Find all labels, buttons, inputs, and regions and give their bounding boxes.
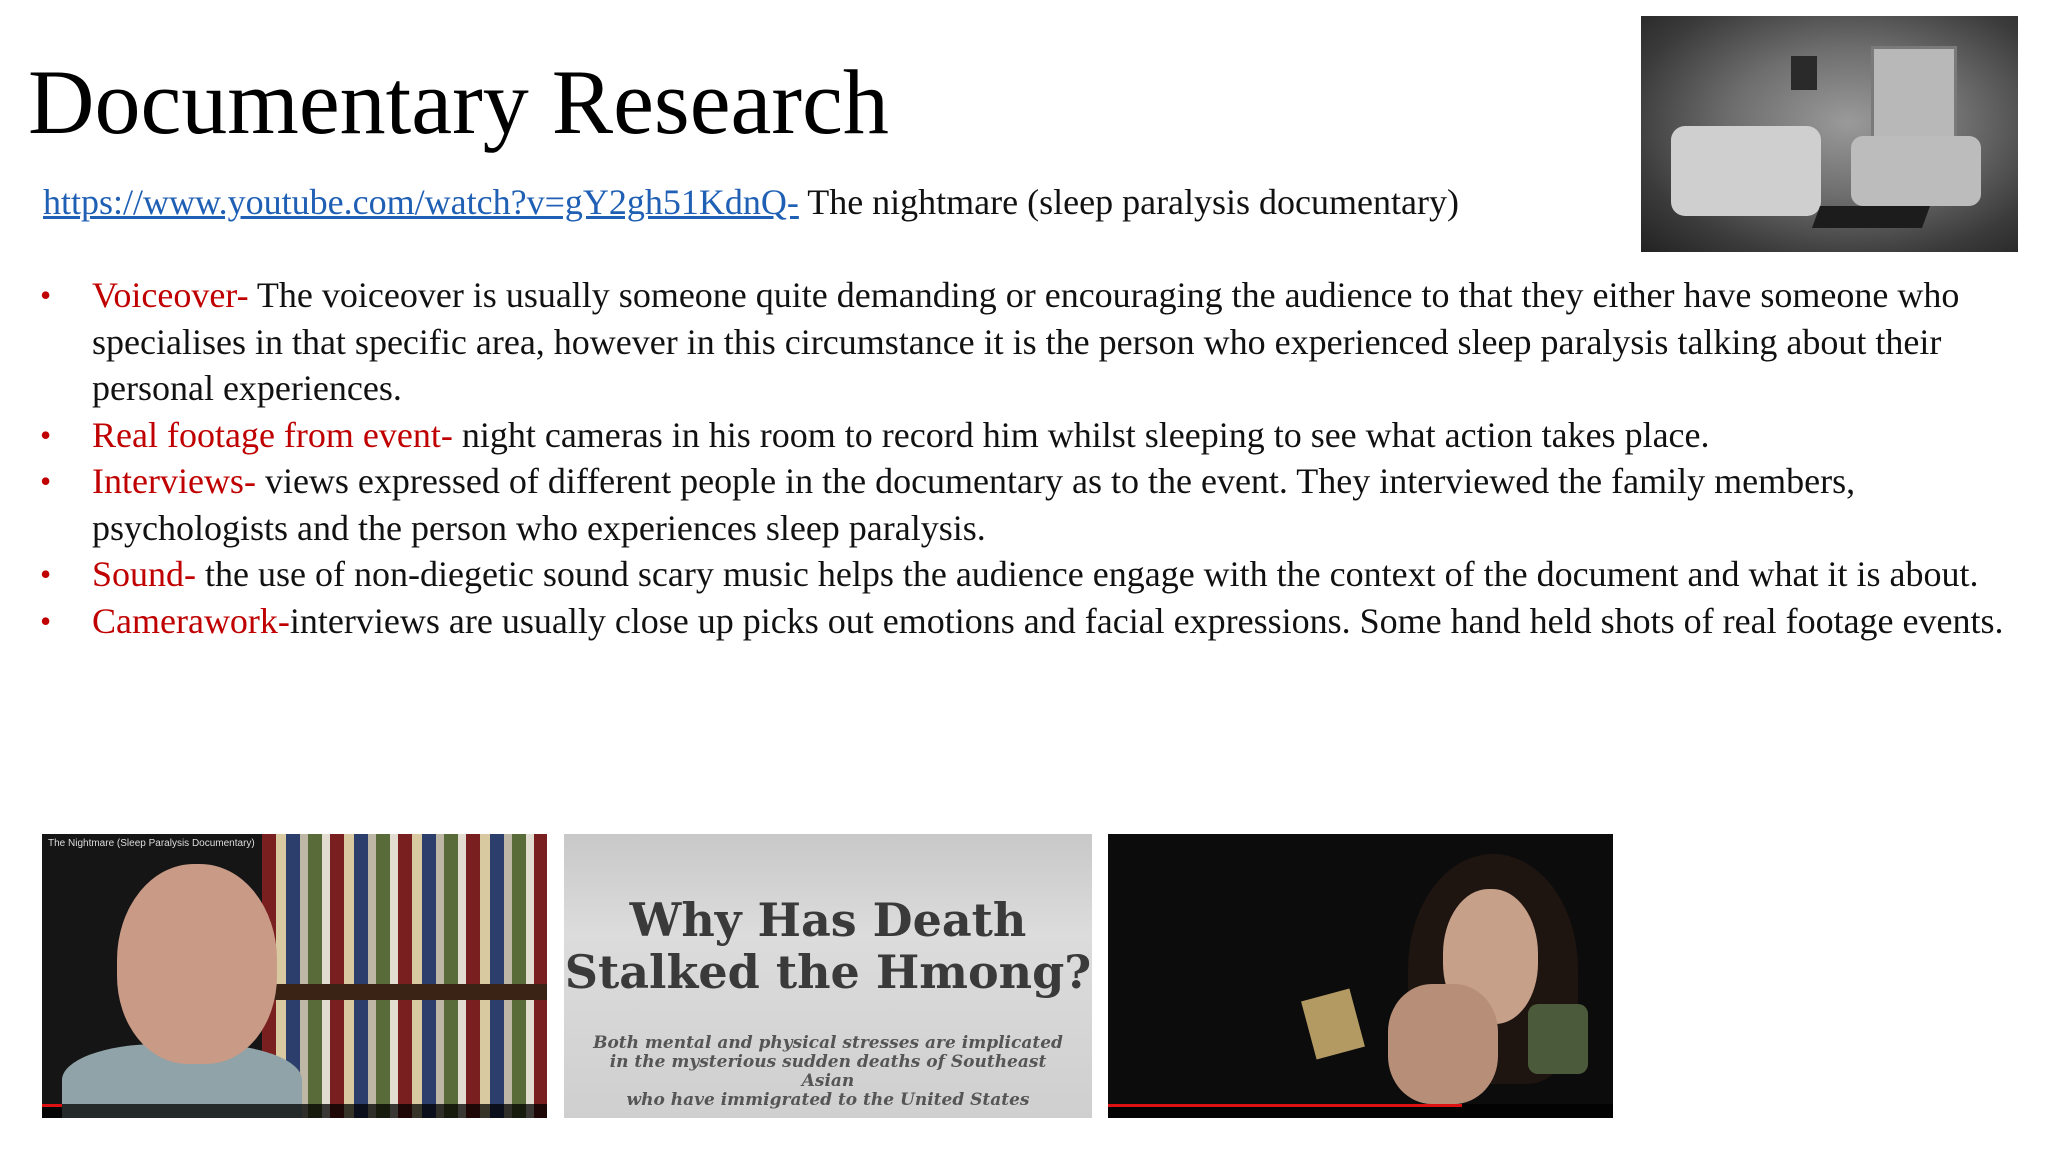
bullet-term: Voiceover- bbox=[92, 275, 249, 315]
bullet-term: Interviews- bbox=[92, 461, 256, 501]
video-controls bbox=[42, 1104, 547, 1118]
headline-text: Why Has Death Stalked the Hmong? bbox=[564, 893, 1092, 999]
headline-still-image bbox=[564, 834, 1092, 1118]
bullet-dot-icon: • bbox=[40, 463, 52, 499]
bullet-interviews bbox=[40, 458, 2030, 551]
bullet-camerawork bbox=[40, 598, 2030, 645]
bullet-term: Camerawork- bbox=[92, 600, 290, 641]
bullet-sound bbox=[40, 551, 2030, 598]
source-line bbox=[43, 180, 1459, 224]
slide-title: Documentary Research bbox=[28, 51, 889, 153]
bullet-real-footage bbox=[40, 412, 2030, 459]
bullet-dot-icon: • bbox=[40, 416, 52, 453]
source-description: The nightmare (sleep paralysis documentary) bbox=[798, 182, 1459, 222]
bullet-voiceover bbox=[40, 272, 2030, 412]
bullet-dot-icon: • bbox=[40, 602, 52, 639]
bullet-text: views expressed of different people in the documentary as to the event. They interviewed the family members, psychologists and the person who experiences sleep paralysis. bbox=[92, 461, 1856, 548]
bullet-text: interviews are usually close up picks out emotions and facial expressions. Some hand held shots of real footage events. bbox=[289, 600, 2004, 641]
bullet-term: Real footage from event- bbox=[92, 414, 453, 455]
bullet-text: night cameras in his room to record him whilst sleeping to see what action takes place. bbox=[452, 414, 1710, 455]
bullet-term: Sound- bbox=[92, 554, 197, 594]
interview-still-woman-image bbox=[1108, 834, 1613, 1118]
bullet-dot-icon: • bbox=[40, 277, 52, 313]
bullet-dot-icon: • bbox=[40, 556, 52, 592]
video-controls bbox=[1108, 1104, 1613, 1118]
bullet-text: the use of non-diegetic sound scary music helps the audience engage with the context of the document and what it is about. bbox=[196, 554, 1979, 594]
interview-still-man-image bbox=[42, 834, 547, 1118]
youtube-link[interactable]: https://www.youtube.com/watch?v=gY2gh51KdnQ- bbox=[43, 182, 799, 222]
headline-subtext: Both mental and physical stresses are implicated in the mysterious sudden deaths of Southeast Asian who have immigrated to the United States bbox=[593, 1033, 1063, 1110]
bullet-list bbox=[40, 272, 2030, 644]
bullet-text: The voiceover is usually someone quite demanding or encouraging the audience to that they either have someone who specialises in that specific area, however in this circumstance it is the person who experienced sleep paralysis talking about their personal experiences. bbox=[92, 275, 1960, 408]
night-camera-still-image bbox=[1641, 16, 2018, 252]
video-caption: The Nightmare (Sleep Paralysis Documentary) bbox=[48, 838, 255, 849]
